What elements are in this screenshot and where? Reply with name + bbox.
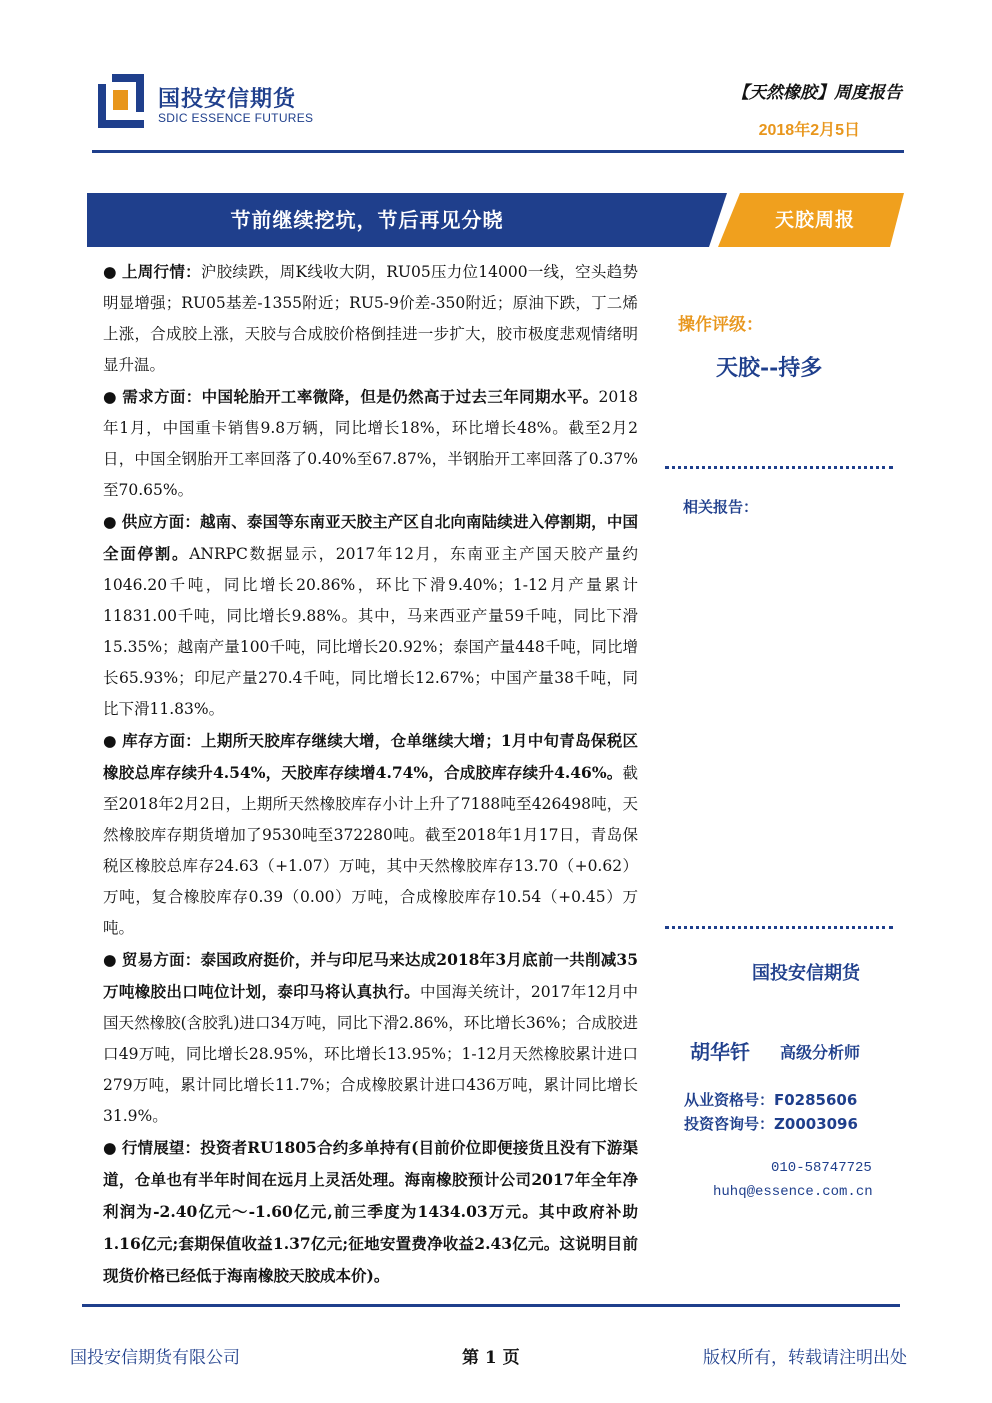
bullet-icon: ● [103,732,117,750]
analyst-name: 胡华钎 [690,1040,750,1064]
bullet-icon: ● [103,263,117,281]
section-highlight: 泰国政府挺价，并与印尼马来达成2018年3月底前一共削减35万吨橡胶出口吨位计划，泰印马将认真执行。 [103,950,638,1001]
section-inventory [103,725,638,944]
section-highlight: 上期所天胶库存继续大增，仓单继续大增；1月中旬青岛保税区橡胶总库存续升4.54%，天胶库存续增4.74%，合成胶库存续升4.46%。 [103,731,638,782]
report-headline: 节前继续挖坑，节后再见分晓 [230,208,504,232]
rating-value: 天胶--持多 [716,355,823,381]
brand-logo-icon [98,74,144,128]
header-divider [92,150,904,153]
section-highlight: 越南、泰国等东南亚天胶主产区自北向南陆续进入停割期，中国全面停割。 [103,512,638,563]
contact-email[interactable]: huhq@essence.com.cn [713,1184,873,1200]
section-demand [103,381,638,506]
report-category-tag: 天胶周报 [774,209,855,231]
section-highlight: 中国轮胎开工率微降，但是仍然高于过去三年同期水平。 [201,387,599,406]
section-heading: 上周行情： [122,262,201,281]
section-outlook [103,1132,638,1292]
report-body [103,256,638,1292]
sidebar-divider [665,466,893,469]
sidebar-divider [665,926,893,929]
analyst-title: 高级分析师 [780,1043,861,1062]
section-market-review [103,256,638,381]
page-number: 第 1 页 [462,1348,520,1368]
footer-divider [82,1304,900,1307]
related-reports-label: 相关报告： [683,498,759,516]
section-highlight: 投资者RU1805合约多单持有(目前价位即便接货且没有下游渠道，仓单也有半年时间在远月上灵活处理。海南橡胶预计公司2017年全年净利润为-2.40亿元～-1.60亿元,前三季度为1434.03万元。其中政府补助1.16亿元;套期保值收益1.37亿元;征地安置费净收益2.43亿元。这说明目前现货价格已经低于海南橡胶天胶成本价)。 [103,1138,638,1285]
brand-name-cn: 国投安信期货 [158,87,297,112]
section-heading: 行情展望： [121,1138,201,1157]
section-trade [103,944,638,1132]
section-text: 截至2018年2月2日，上期所天然橡胶库存小计上升了7188吨至426498吨，天然橡胶库存期货增加了9530吨至372280吨。截至2018年1月17日，青岛保税区橡胶总库存24.63（+1.07）万吨，其中天然橡胶库存13.70（+0.62）万吨，复合橡胶库存0.39（0.00）万吨，合成橡胶库存10.54（+0.45）万吨。 [103,764,638,937]
bullet-icon: ● [103,388,117,406]
brand-name-en: SDIC ESSENCE FUTURES [158,111,314,125]
footer-company: 国投安信期货有限公司 [70,1348,240,1368]
rating-label: 操作评级： [678,315,763,335]
section-text: ANRPC数据显示，2017年12月，东南亚主产国天胶产量约1046.20千吨，同比增长20.86%，环比下滑9.40%；1-12月产量累计11831.00千吨，同比增长9.88%。其中，马来西亚产量59千吨，同比下滑15.35%；越南产量100千吨，同比增长20.92%；泰国产量448千吨，同比增长65.93%；印尼产量270.4千吨，同比增长12.67%；中国产量38千吨，同比下滑11.83%。 [103,545,638,718]
advisory-license: 投资咨询号：Z0003096 [684,1115,858,1133]
section-supply [103,506,638,725]
section-heading: 库存方面： [122,731,202,750]
bullet-icon: ● [103,951,117,969]
section-text: 2018年1月，中国重卡销售9.8万辆，同比增长18%，环比增长48%。截至2月2日，中国全钢胎开工率回落了0.40%至67.87%，半钢胎开工率回落了0.37%至70.65%。 [103,388,638,499]
practitioner-license: 从业资格号：F0285606 [684,1091,858,1109]
bullet-icon: ● [103,513,117,531]
sidebar-company: 国投安信期货 [752,963,860,984]
footer-copyright: 版权所有，转载请注明出处 [703,1348,907,1368]
report-date: 2018年2月5日 [758,122,860,139]
report-type: 【天然橡胶】周度报告 [732,83,902,103]
bullet-icon: ● [103,1139,117,1157]
section-text: 沪胶续跌，周K线收大阴，RU05压力位14000一线，空头趋势明显增强；RU05基差-1355附近；RU5-9价差-350附近；原油下跌，丁二烯上涨，合成胶上涨，天胶与合成胶价格倒挂进一步扩大，胶市极度悲观情绪明显升温。 [103,263,638,374]
contact-phone: 010-58747725 [771,1160,872,1176]
section-text: 中国海关统计，2017年12月中国天然橡胶(含胶乳)进口34万吨，同比下滑2.86%，环比增长36%；合成胶进口49万吨，同比增长28.95%，环比增长13.95%；1-12月天然橡胶累计进口279万吨，累计同比增长11.7%；合成橡胶累计进口436万吨，累计同比增长31.9%。 [103,983,638,1125]
section-heading: 需求方面： [122,387,202,406]
section-heading: 贸易方面： [121,950,201,969]
section-heading: 供应方面： [121,512,200,531]
